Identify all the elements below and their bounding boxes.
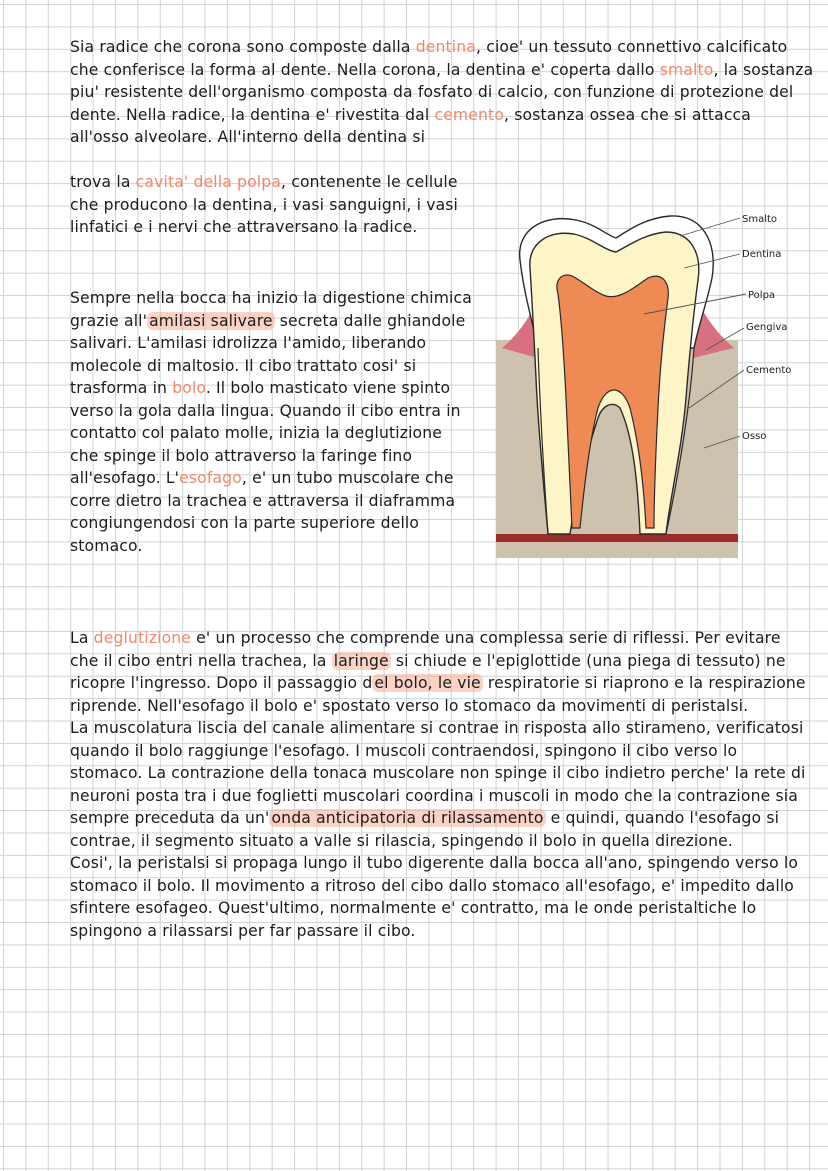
paragraph-polpa [70,171,490,239]
label-cemento: Cemento [746,365,792,376]
text-segment: , la sostanza piu' resistente dell'organismo composta da fosfato di calcio, con funzione di protezione del dente. Nella radice, la dentina e' rivestita dal [70,60,814,124]
label-polpa: Polpa [748,290,776,301]
paragraph-digestione-bocca [70,287,475,557]
text-segment: La [70,629,94,647]
label-dentina: Dentina [742,249,782,260]
term-dentina: dentina [415,38,477,56]
term-cemento: cemento [434,105,505,124]
text-segment: Sia radice che corona sono composte dalla [70,38,416,56]
highlight-onda-anticipatoria: onda anticipatoria di rilassamento [271,809,544,827]
text-segment: , contenente le cellule che producono la dentina, i vasi sanguigni, i vasi linfatici e i nervi che attraversano la radice. [70,173,459,236]
text-segment: secreta dalle ghiandole salivari. L'amilasi idrolizza l'amido, liberando molecole di maltosio. Il cibo trattato cosi' si trasforma in [70,311,466,397]
text-segment: respiratorie si riaprono e la respirazione riprende. Nell'esofago il bolo e' spostato verso lo stomaco da movimenti di peristalsi. [70,674,806,715]
text-segment: , e' un tubo muscolare che corre dietro la trachea e attraversa il diaframma congiungendosi con la parte superiore dello stomaco. [70,469,456,555]
label-osso: Osso [742,431,767,442]
highlight-bolo-vie: el bolo, le vie [374,674,481,692]
text-segment: . Il bolo masticato viene spinto verso la gola dalla lingua. Quando il cibo entra in contatto col palato molle, inizia la deglutizione che spinge il bolo attraverso la faringe fino all'esofago. L' [70,379,461,487]
diagram-base-line [496,534,738,542]
term-cavita-polpa: cavita' della polpa [135,173,282,191]
paragraph-deglutizione [70,627,810,942]
term-smalto: smalto [659,60,714,79]
term-bolo: bolo [172,379,206,397]
text-segment: e' un processo che comprende una complessa serie di riflessi. Per evitare che il cibo entri nella trachea, la [70,629,781,670]
text-segment: Cosi', la peristalsi si propaga lungo il tubo digerente dalla bocca all'ano, spingendo verso lo stomaco il bolo. Il movimento a ritroso del cibo dallo stomaco all'esofago, e' impedito dallo sfintere esofageo. Quest'ultimo, normalmente e' contratto, ma le onde peristaltiche lo spingono a rilassarsi per far passare il cibo. [70,854,799,940]
term-esofago: esofago [179,469,242,487]
text-segment: La muscolatura liscia del canale alimentare si contrae in risposta allo stirameno, verificatosi quando il bolo raggiunge l'esofago. I muscoli contraendosi, spingono il cibo verso lo stomaco. La contrazione della tonaca muscolare non spinge il cibo indietro perche' la rete di neuroni posta tra i due foglietti muscolari coordina i muscoli in modo che la contrazione sia sempre preceduta da un' [70,719,806,827]
label-smalto: Smalto [742,214,778,225]
paragraph-anatomy-dente [70,36,815,149]
text-segment: , sostanza ossea che si attacca all'osso alveolare. All'interno della dentina si [70,105,751,146]
text-segment: , cioe' un tessuto connettivo calcificato che conferisce la forma al dente. Nella corona, la dentina e' coperta dallo [70,38,788,79]
text-segment: Sempre nella bocca ha inizio la digestione chimica grazie all' [70,289,472,330]
label-gengiva: Gengiva [746,322,788,333]
highlight-amilasi-salivare: amilasi salivare [149,311,273,330]
text-segment: e quindi, quando l'esofago si contrae, il segmento situato a valle si rilascia, spingendo il bolo in quella direzione. [70,809,780,850]
tooth-diagram [494,198,804,560]
term-deglutizione: deglutizione [93,629,192,647]
text-segment: si chiude e l'epiglottide (una piega di tessuto) ne ricopre l'ingresso. Dopo il passaggio d [70,651,786,692]
text-segment: trova la [70,173,136,191]
highlight-laringe: laringe [333,651,389,670]
